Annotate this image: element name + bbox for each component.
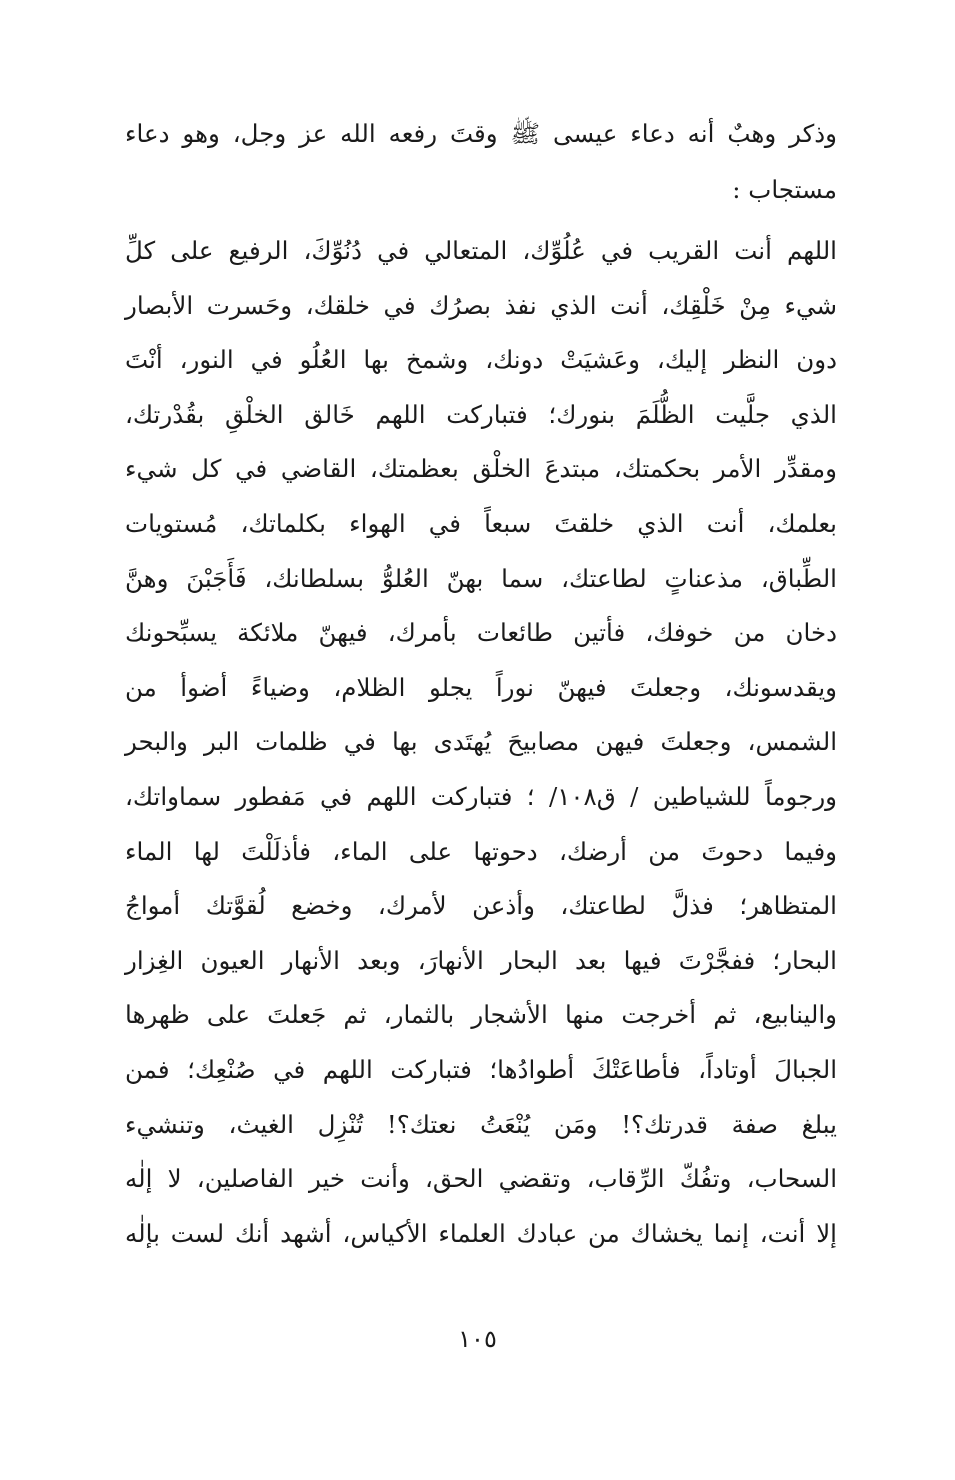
text-line: بعلمك، أنت الذي خلقتَ سبعاً في الهواء بكلماتك، مُستويات [125, 508, 837, 538]
text-line: الجبالَ أوتاداً، فأطاعَتْكَ أطوادُها؛ فتباركت اللهم في صُنْعِك؛ فمن [125, 1054, 837, 1084]
text-line: البحار؛ ففجَّرْتَ فيها بعد البحار الأنهارَ، وبعد الأنهار العيون الغِزار [125, 945, 837, 975]
text-line: شيء مِنْ خَلْقِك، أنت الذي نفذ بصرُك في خلقك، وحَسرت الأبصار [125, 290, 837, 320]
text-line: وذكر وهبٌ أنه دعاء عيسى ﷺ وقتَ رفعه الله عز وجل، وهو دعاء [125, 119, 837, 148]
text-line: إلا أنت، إنما يخشاك من عبادك العلماء الأكياس، أشهد أنك لست بإلٰه [125, 1218, 837, 1248]
text-line: المتظاهر؛ فذلَّ لطاعتك، وأذعن لأمرك، وخضع لُقوَّتك أمواجُ [125, 891, 837, 921]
text-line: يبلغ صفة قدرتك؟! ومَن يُنْعَتُ نعتك؟! تُنْزِل الغيث، وتنشيء [125, 1109, 837, 1139]
text-line: ومقدِّر الأمر بحكمتك، مبتدعَ الخلْق بعظمتك، القاضي في كل شيء [125, 454, 837, 484]
page-number: ١٠٥ [458, 1325, 497, 1353]
prayer-paragraph [125, 224, 837, 1261]
text-line: اللهم أنت القريب في عُلُوِّك، المتعالي في دُنُوِّكَ، الرفيع على كلِّ [125, 236, 837, 265]
text-line: الطِّباق، مذعناتٍ لطاعتك، سما بهنّ العُلوُّ بسلطانك، فَأَجَبْنَ وهنَّ [125, 563, 837, 593]
text-line: الشمس، وجعلتَ فيهن مصابيحَ يُهتَدى بها في ظلمات البر والبحر [125, 727, 837, 757]
text-line: والينابيع، ثم أخرجت منها الأشجار بالثمار، ثم جَعلتَ على ظهرها [125, 1000, 837, 1030]
text-line: ورجوماً للشياطين / ق١٠٨/ ؛ فتباركت اللهم في مَفطور سماواتك، [125, 781, 838, 811]
text-line: وفيما دحوتَ من أرضك، دحوتها على الماء، فأذلَلْتَ لها الماء [125, 836, 837, 866]
text-line: الذي جلَّيت الظُّلَمَ بنورك؛ فتباركت اللهم خَالق الخلْقِ بقُدْرتك، [125, 399, 837, 429]
text-line: دخان من خوفك، فأتين طائعات بأمرك، فيهنّ ملائكة يسبِّحونك [125, 618, 837, 648]
text-line: السحاب، وتفُكّ الرِّقاب، وتقضي الحق، وأنت خير الفاصلين، لا إلٰه [125, 1164, 837, 1194]
text-line: دون النظر إليك، وعَشيَتْ دونك، وشمخ بها العُلُو في النور، أنْتَ [125, 345, 837, 375]
text-line: مستجاب : [732, 175, 837, 204]
intro-paragraph [125, 106, 837, 218]
text-line: ويقدسونك، وجعلتَ فيهنّ نوراً يجلو الظلام، وضياءً أضوأ من [125, 672, 837, 702]
